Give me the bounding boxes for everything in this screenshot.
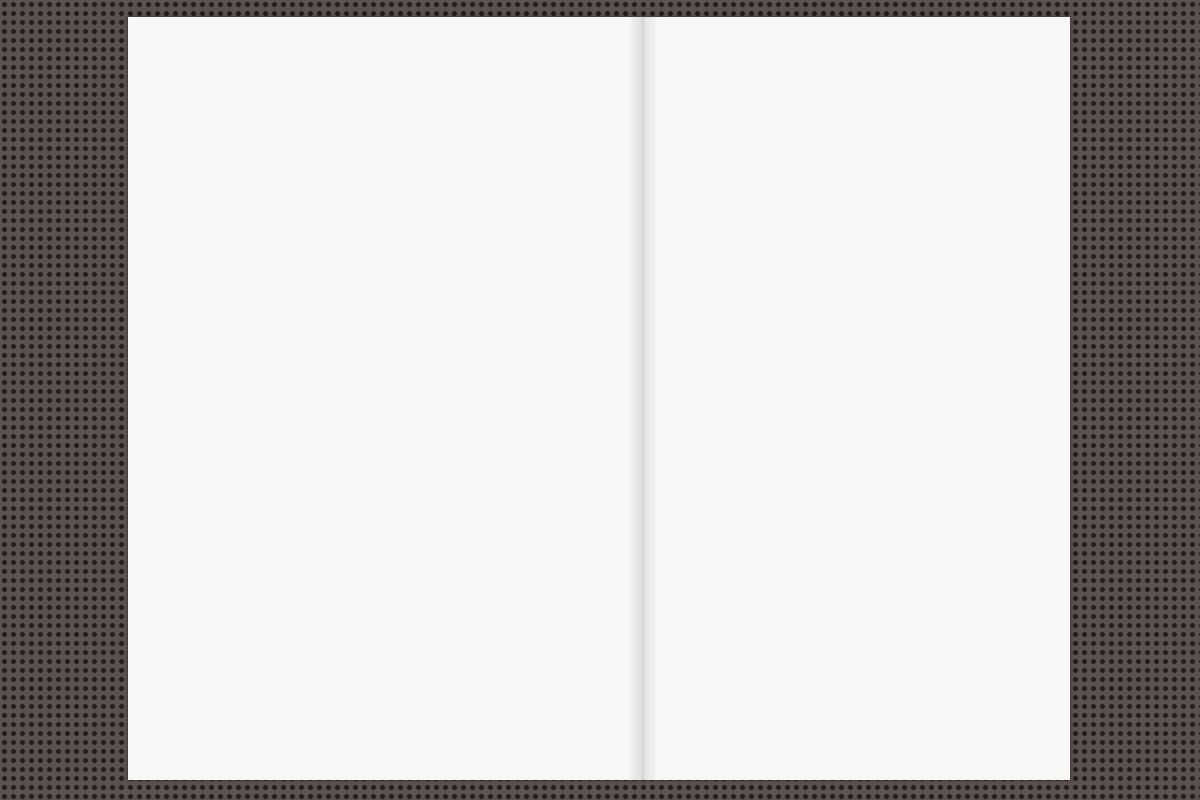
book-gutter <box>628 17 658 780</box>
book-spread <box>128 17 1070 780</box>
